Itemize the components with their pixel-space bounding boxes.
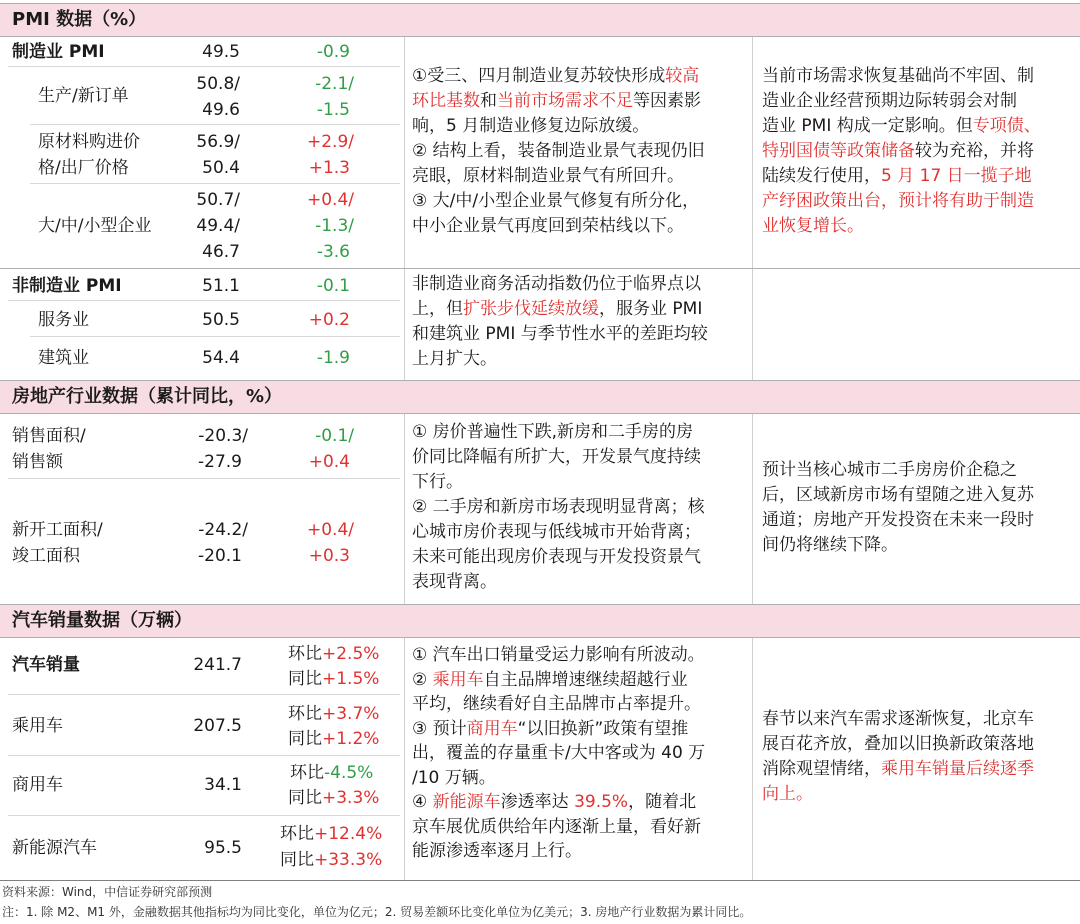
realestate-comment xyxy=(412,420,748,595)
row-divider xyxy=(8,694,400,695)
column-divider xyxy=(752,37,753,380)
paragraph-line: 后，区域新房市场有望随之进入复苏 xyxy=(762,485,1034,505)
commercial-mom: 环比-4.5% xyxy=(290,763,374,783)
sales-value-2: -27.9 xyxy=(198,452,242,472)
paragraph-line: ①受三、四月制造业复苏较快形成较高 xyxy=(412,66,700,86)
paragraph-line: 下行。 xyxy=(412,472,463,492)
column-divider xyxy=(404,37,405,380)
paragraph-line: 能源渗透率逐月上行。 xyxy=(412,841,582,861)
source-note: 资料来源：Wind，中信证券研究部预测 xyxy=(2,885,213,899)
row-divider xyxy=(8,478,400,479)
paragraph-line: 造业企业经营预期边际转弱会对制 xyxy=(762,91,1017,111)
section-header-auto: 汽车销量数据（万辆） xyxy=(0,604,1080,638)
paragraph-line: 通道；房地产开发投资在未来一段时 xyxy=(762,510,1034,530)
services-change: +0.2 xyxy=(308,310,350,330)
paragraph-line: 和建筑业 PMI 与季节性水平的差距均较 xyxy=(412,324,708,344)
manufacturing-comment xyxy=(412,64,748,239)
starts-change-2: +0.3 xyxy=(308,546,350,566)
prod-orders-label: 生产/新订单 xyxy=(38,86,129,106)
paragraph-line: 陆续发行使用，5 月 17 日一揽子地 xyxy=(762,166,1032,186)
starts-change-1: +0.4/ xyxy=(306,520,354,540)
row-divider xyxy=(8,755,400,756)
sales-label-1: 销售面积/ xyxy=(12,426,86,446)
paragraph-line: /10 万辆。 xyxy=(412,767,496,788)
commercial-value: 34.1 xyxy=(204,775,242,795)
paragraph-line: 特别国债等政策储备较为充裕，并将 xyxy=(762,141,1034,161)
size-change-3: -3.6 xyxy=(316,242,350,262)
footnote: 注：1. 除 M2、M1 外，金融数据其他指标均为同比变化，单位为亿元；2. 贸易差额环比变化单位为亿美元；3. 房地产行业数据为累计同比。 xyxy=(2,905,752,919)
construction-label: 建筑业 xyxy=(38,348,89,368)
paragraph-line: ② 结构上看，装备制造业景气表现仍旧 xyxy=(412,141,705,161)
prices-change-1: +2.9/ xyxy=(306,132,354,152)
nev-value: 95.5 xyxy=(204,838,242,858)
auto-total-yoy: 同比+1.5% xyxy=(288,669,380,689)
construction-value: 54.4 xyxy=(202,348,240,368)
row-divider xyxy=(30,183,400,184)
paragraph-line: 未来可能出现房价表现与开发投资景气 xyxy=(412,547,701,567)
size-value-3: 46.7 xyxy=(202,242,240,262)
paragraph-line: ② 二手房和新房市场表现明显背离；核 xyxy=(412,497,705,517)
paragraph-line: ① 房价普遍性下跌,新房和二手房的房 xyxy=(412,422,694,442)
sales-change-1: -0.1/ xyxy=(315,426,354,446)
paragraph-line: 产纾困政策出台，预计将有助于制造 xyxy=(762,191,1034,211)
size-change-1: +0.4/ xyxy=(306,190,354,210)
manufacturing-pmi-label: 制造业 PMI xyxy=(12,42,105,62)
column-divider xyxy=(752,414,753,604)
services-value: 50.5 xyxy=(202,310,240,330)
paragraph-line: 非制造业商务活动指数仍位于临界点以 xyxy=(412,274,701,294)
paragraph-line: 中小企业景气再度回到荣枯线以下。 xyxy=(412,216,684,236)
commercial-label: 商用车 xyxy=(12,775,63,795)
row-divider xyxy=(8,66,400,67)
non-mfg-pmi-label: 非制造业 PMI xyxy=(12,276,122,296)
passenger-value: 207.5 xyxy=(193,716,242,736)
paragraph-line: 造业 PMI 构成一定影响。但专项债、 xyxy=(762,116,1041,136)
paragraph-line: 当前市场需求恢复基础尚不牢固、制 xyxy=(762,66,1034,86)
prod-orders-change-1: -2.1/ xyxy=(315,74,354,94)
prices-value-2: 50.4 xyxy=(202,158,240,178)
paragraph-line: ③ 预计商用车“以旧换新”政策有望推 xyxy=(412,718,689,739)
paragraph-line: 出，覆盖的存量重卡/大中客或为 40 万 xyxy=(412,743,706,763)
prices-label-2: 格/出厂价格 xyxy=(38,158,129,178)
prod-orders-value-1: 50.8/ xyxy=(196,74,240,94)
auto-comment xyxy=(412,643,748,864)
paragraph-line: 响，5 月制造业修复边际放缓。 xyxy=(412,116,650,136)
prod-orders-value-2: 49.6 xyxy=(202,100,240,120)
prices-change-2: +1.3 xyxy=(308,158,350,178)
starts-label-1: 新开工面积/ xyxy=(12,520,103,540)
prod-orders-change-2: -1.5 xyxy=(316,100,350,120)
table-bottom-border xyxy=(0,880,1080,881)
realestate-outlook xyxy=(762,458,1074,558)
non-mfg-comment xyxy=(412,272,748,372)
construction-change: -1.9 xyxy=(316,348,350,368)
manufacturing-pmi-change: -0.9 xyxy=(316,42,350,62)
paragraph-line: 消除观望情绪，乘用车销量后续逐季 xyxy=(762,759,1034,779)
prices-value-1: 56.9/ xyxy=(196,132,240,152)
nev-mom: 环比+12.4% xyxy=(280,824,383,844)
row-divider xyxy=(8,815,400,816)
paragraph-line: 预计当核心城市二手房房价企稳之 xyxy=(762,460,1017,480)
section-header-pmi: PMI 数据（%） xyxy=(0,3,1080,37)
paragraph-line: ③ 大/中/小型企业景气修复有所分化， xyxy=(412,191,700,211)
paragraph-line: 业恢复增长。 xyxy=(762,216,864,236)
services-label: 服务业 xyxy=(38,310,89,330)
row-divider xyxy=(30,124,400,125)
passenger-mom: 环比+3.7% xyxy=(288,704,380,724)
paragraph-line: 向上。 xyxy=(762,784,813,804)
nev-label: 新能源汽车 xyxy=(12,838,97,858)
size-change-2: -1.3/ xyxy=(315,216,354,236)
column-divider xyxy=(404,638,405,880)
paragraph-line: 亮眼，原材料制造业景气有所回升。 xyxy=(412,166,684,186)
passenger-yoy: 同比+1.2% xyxy=(288,729,380,749)
paragraph-line: 环比基数和当前市场需求不足等因素影 xyxy=(412,91,701,111)
section-header-realestate: 房地产行业数据（累计同比，%） xyxy=(0,380,1080,414)
auto-outlook xyxy=(762,707,1074,807)
size-label: 大/中/小型企业 xyxy=(38,216,152,236)
nev-yoy: 同比+33.3% xyxy=(280,850,383,870)
paragraph-line: 春节以来汽车需求逐渐恢复，北京车 xyxy=(762,709,1034,729)
non-mfg-pmi-change: -0.1 xyxy=(316,276,350,296)
auto-total-mom: 环比+2.5% xyxy=(288,644,380,664)
paragraph-line: ④ 新能源车渗透率达 39.5%，随着北 xyxy=(412,792,697,812)
column-divider xyxy=(752,638,753,880)
column-divider xyxy=(404,414,405,604)
size-value-2: 49.4/ xyxy=(196,216,240,236)
manufacturing-outlook xyxy=(762,64,1074,239)
row-divider xyxy=(30,336,400,337)
paragraph-line: 表现背离。 xyxy=(412,572,497,592)
row-divider xyxy=(8,300,400,301)
sales-value-1: -20.3/ xyxy=(198,426,248,446)
paragraph-line: 上，但扩张步伐延续放缓，服务业 PMI xyxy=(412,299,703,319)
starts-value-1: -24.2/ xyxy=(198,520,248,540)
paragraph-line: ② 乘用车自主品牌增速继续超越行业 xyxy=(412,669,688,690)
prices-label-1: 原材料购进价 xyxy=(38,132,140,152)
paragraph-line: 间仍将继续下降。 xyxy=(762,535,898,555)
auto-total-label: 汽车销量 xyxy=(12,655,80,675)
manufacturing-pmi-value: 49.5 xyxy=(202,42,240,62)
paragraph-line: 价同比降幅有所扩大，开发景气度持续 xyxy=(412,447,701,467)
paragraph-line: ① 汽车出口销量受运力影响有所波动。 xyxy=(412,645,705,665)
paragraph-line: 展百花齐放，叠加以旧换新政策落地 xyxy=(762,734,1034,754)
commercial-yoy: 同比+3.3% xyxy=(288,788,380,808)
non-mfg-pmi-value: 51.1 xyxy=(202,276,240,296)
passenger-label: 乘用车 xyxy=(12,716,63,736)
sales-label-2: 销售额 xyxy=(12,452,63,472)
size-value-1: 50.7/ xyxy=(196,190,240,210)
auto-total-value: 241.7 xyxy=(193,655,242,675)
sales-change-2: +0.4 xyxy=(308,452,350,472)
starts-label-2: 竣工面积 xyxy=(12,546,80,566)
paragraph-line: 上月扩大。 xyxy=(412,349,497,369)
paragraph-line: 心城市房价表现与低线城市开始背离； xyxy=(412,522,701,542)
paragraph-line: 平均，继续看好自主品牌市占率提升。 xyxy=(412,694,701,714)
section-divider xyxy=(0,268,1080,269)
paragraph-line: 京车展优质供给年内逐渐上量，看好新 xyxy=(412,816,701,837)
starts-value-2: -20.1 xyxy=(198,546,242,566)
